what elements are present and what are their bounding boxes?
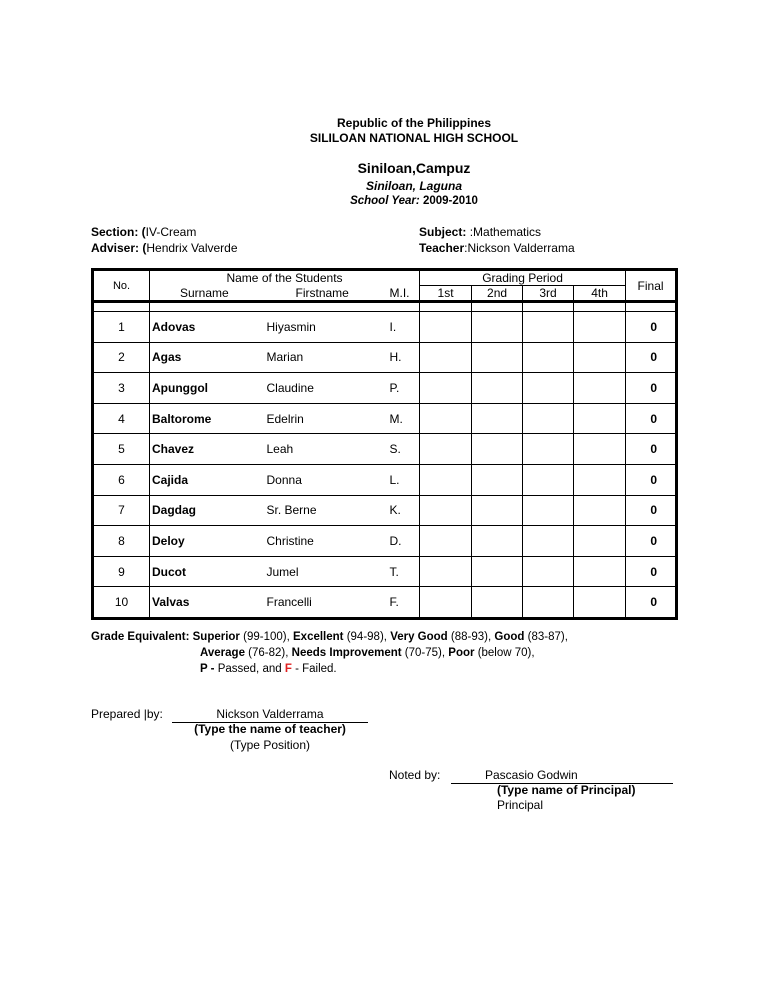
subject-value: :Mathematics bbox=[469, 225, 542, 239]
legend-poor: Poor bbox=[448, 647, 475, 659]
row-middle-initial: H. bbox=[390, 342, 420, 373]
row-grade-2nd bbox=[472, 434, 523, 465]
teacher-label: Teacher bbox=[419, 241, 465, 255]
row-surname: Dagdag bbox=[150, 495, 262, 526]
table-row bbox=[93, 587, 677, 619]
row-final: 0 bbox=[626, 495, 677, 526]
row-number: 5 bbox=[93, 434, 150, 465]
row-grade-4th bbox=[574, 587, 626, 619]
adviser-line bbox=[91, 241, 238, 255]
row-surname: Ducot bbox=[150, 556, 262, 587]
row-grade-1st bbox=[420, 434, 472, 465]
legend-passed-text: Passed, and bbox=[217, 663, 282, 675]
school-year-label: School Year: bbox=[350, 195, 420, 207]
row-grade-3rd bbox=[523, 495, 574, 526]
row-surname: Chavez bbox=[150, 434, 262, 465]
row-surname: Adovas bbox=[150, 312, 262, 343]
row-middle-initial: S. bbox=[390, 434, 420, 465]
legend-good-range: (83-87), bbox=[527, 631, 568, 643]
school-year-value: 2009-2010 bbox=[422, 195, 478, 207]
row-final: 0 bbox=[626, 373, 677, 404]
legend-very-good: Very Good bbox=[390, 631, 448, 643]
row-number: 3 bbox=[93, 373, 150, 404]
school-year-line bbox=[0, 195, 768, 207]
row-grade-2nd bbox=[472, 373, 523, 404]
row-grade-2nd bbox=[472, 587, 523, 619]
table-row bbox=[93, 556, 677, 587]
row-grade-2nd bbox=[472, 403, 523, 434]
row-grade-1st bbox=[420, 373, 472, 404]
firstname-header: Firstname bbox=[295, 285, 349, 300]
country-heading: Republic of the Philippines bbox=[336, 116, 491, 130]
section-value: IV-Cream bbox=[145, 225, 197, 239]
legend-excellent-range: (94-98), bbox=[346, 631, 387, 643]
row-final: 0 bbox=[626, 587, 677, 619]
school-name: SILILOAN NATIONAL HIGH SCHOOL bbox=[309, 131, 519, 145]
row-surname: Agas bbox=[150, 342, 262, 373]
noted-by-position: Principal bbox=[497, 798, 544, 812]
row-number: 9 bbox=[93, 556, 150, 587]
row-grade-4th bbox=[574, 312, 626, 343]
row-grade-1st bbox=[420, 342, 472, 373]
row-grade-3rd bbox=[523, 556, 574, 587]
row-final: 0 bbox=[626, 312, 677, 343]
row-middle-initial: L. bbox=[390, 464, 420, 495]
row-final: 0 bbox=[626, 556, 677, 587]
no-header: No. bbox=[93, 270, 150, 302]
table-row bbox=[93, 403, 677, 434]
legend-superior-range: (99-100), bbox=[243, 631, 290, 643]
final-header: Final bbox=[626, 270, 677, 302]
row-grade-3rd bbox=[523, 342, 574, 373]
legend-needs-improvement: Needs Improvement bbox=[291, 647, 402, 659]
legend-excellent: Excellent bbox=[293, 631, 344, 643]
period-1st-header: 1st bbox=[420, 286, 472, 302]
table-row bbox=[93, 464, 677, 495]
row-grade-4th bbox=[574, 434, 626, 465]
grade-equivalent-line-2 bbox=[200, 647, 535, 659]
row-grade-1st bbox=[420, 312, 472, 343]
row-grade-1st bbox=[420, 495, 472, 526]
row-grade-1st bbox=[420, 526, 472, 557]
row-middle-initial: P. bbox=[390, 373, 420, 404]
row-final: 0 bbox=[626, 342, 677, 373]
row-number: 6 bbox=[93, 464, 150, 495]
row-firstname: Jumel bbox=[262, 556, 390, 587]
row-grade-2nd bbox=[472, 526, 523, 557]
legend-poor-range: (below 70), bbox=[477, 647, 535, 659]
period-4th-header: 4th bbox=[574, 286, 626, 302]
row-firstname: Donna bbox=[262, 464, 390, 495]
row-grade-4th bbox=[574, 526, 626, 557]
row-grade-1st bbox=[420, 556, 472, 587]
row-firstname: Leah bbox=[262, 434, 390, 465]
row-final: 0 bbox=[626, 403, 677, 434]
row-number: 8 bbox=[93, 526, 150, 557]
mi-header: M.I. bbox=[389, 285, 410, 300]
prepared-by-hint: (Type the name of teacher) bbox=[194, 722, 346, 736]
row-grade-4th bbox=[574, 342, 626, 373]
legend-good: Good bbox=[494, 631, 525, 643]
row-firstname: Hiyasmin bbox=[262, 312, 390, 343]
row-grade-3rd bbox=[523, 464, 574, 495]
table-row bbox=[93, 373, 677, 404]
period-3rd-header: 3rd bbox=[523, 286, 574, 302]
legend-needs-improvement-range: (70-75), bbox=[404, 647, 446, 659]
row-grade-2nd bbox=[472, 342, 523, 373]
table-row bbox=[93, 312, 677, 343]
prepared-by-label: Prepared |by: bbox=[91, 707, 163, 721]
row-grade-3rd bbox=[523, 587, 574, 619]
subject-label: Subject: bbox=[419, 225, 467, 239]
noted-by-line bbox=[451, 768, 673, 784]
subject-line bbox=[419, 225, 541, 239]
row-grade-4th bbox=[574, 464, 626, 495]
row-surname: Apunggol bbox=[150, 373, 262, 404]
row-number: 1 bbox=[93, 312, 150, 343]
row-middle-initial: T. bbox=[390, 556, 420, 587]
legend-failed-letter: F bbox=[284, 663, 292, 675]
legend-superior: Superior bbox=[192, 631, 240, 643]
table-row bbox=[93, 495, 677, 526]
row-grade-3rd bbox=[523, 526, 574, 557]
teacher-line bbox=[419, 241, 575, 255]
row-final: 0 bbox=[626, 464, 677, 495]
row-middle-initial: M. bbox=[390, 403, 420, 434]
row-grade-1st bbox=[420, 464, 472, 495]
row-grade-1st bbox=[420, 587, 472, 619]
row-grade-3rd bbox=[523, 312, 574, 343]
row-middle-initial: I. bbox=[390, 312, 420, 343]
row-grade-3rd bbox=[523, 373, 574, 404]
row-grade-2nd bbox=[472, 312, 523, 343]
table-row bbox=[93, 434, 677, 465]
noted-by-hint: (Type name of Principal) bbox=[497, 783, 636, 797]
legend-title: Grade Equivalent: bbox=[91, 631, 190, 643]
section-label: Section: ( bbox=[91, 225, 146, 239]
row-firstname: Francelli bbox=[262, 587, 390, 619]
grade-equivalent-line-1 bbox=[91, 631, 568, 643]
row-grade-2nd bbox=[472, 556, 523, 587]
period-2nd-header: 2nd bbox=[472, 286, 523, 302]
legend-passed-letter: P - bbox=[200, 663, 215, 675]
campus-name: Siniloan,Campuz bbox=[357, 160, 471, 176]
adviser-value: Hendrix Valverde bbox=[146, 241, 238, 255]
row-firstname: Claudine bbox=[262, 373, 390, 404]
row-surname: Cajida bbox=[150, 464, 262, 495]
prepared-by-position: (Type Position) bbox=[229, 738, 311, 752]
section-line bbox=[91, 225, 196, 239]
row-surname: Baltorome bbox=[150, 403, 262, 434]
school-location: Siniloan, Laguna bbox=[365, 179, 462, 193]
row-grade-1st bbox=[420, 403, 472, 434]
noted-by-label: Noted by: bbox=[389, 768, 441, 782]
row-middle-initial: F. bbox=[390, 587, 420, 619]
row-grade-4th bbox=[574, 556, 626, 587]
row-number: 7 bbox=[93, 495, 150, 526]
row-middle-initial: D. bbox=[390, 526, 420, 557]
table-row bbox=[93, 526, 677, 557]
teacher-value: :Nickson Valderrama bbox=[464, 241, 575, 255]
grade-sheet-table bbox=[91, 268, 678, 620]
row-middle-initial: K. bbox=[390, 495, 420, 526]
row-grade-4th bbox=[574, 495, 626, 526]
surname-header: Surname bbox=[150, 286, 262, 302]
legend-average: Average bbox=[200, 647, 245, 659]
row-grade-4th bbox=[574, 403, 626, 434]
row-grade-3rd bbox=[523, 403, 574, 434]
row-number: 4 bbox=[93, 403, 150, 434]
row-grade-4th bbox=[574, 373, 626, 404]
row-number: 2 bbox=[93, 342, 150, 373]
row-final: 0 bbox=[626, 526, 677, 557]
legend-very-good-range: (88-93), bbox=[450, 631, 492, 643]
row-number: 10 bbox=[93, 587, 150, 619]
row-grade-2nd bbox=[472, 495, 523, 526]
legend-average-range: (76-82), bbox=[248, 647, 289, 659]
row-firstname: Sr. Berne bbox=[262, 495, 390, 526]
grading-period-header: Grading Period bbox=[420, 270, 626, 286]
students-header: Name of the Students bbox=[150, 270, 420, 286]
row-surname: Deloy bbox=[150, 526, 262, 557]
row-firstname: Christine bbox=[262, 526, 390, 557]
table-row bbox=[93, 342, 677, 373]
prepared-by-name: Nickson Valderrama bbox=[172, 707, 368, 723]
row-firstname: Edelrin bbox=[262, 403, 390, 434]
row-final: 0 bbox=[626, 434, 677, 465]
row-grade-2nd bbox=[472, 464, 523, 495]
row-firstname: Marian bbox=[262, 342, 390, 373]
legend-failed-text: - Failed. bbox=[295, 663, 337, 675]
adviser-label: Adviser: ( bbox=[91, 241, 147, 255]
row-grade-3rd bbox=[523, 434, 574, 465]
row-surname: Valvas bbox=[150, 587, 262, 619]
noted-by-name: Pascasio Godwin bbox=[485, 768, 578, 782]
grade-equivalent-line-3 bbox=[200, 663, 337, 675]
